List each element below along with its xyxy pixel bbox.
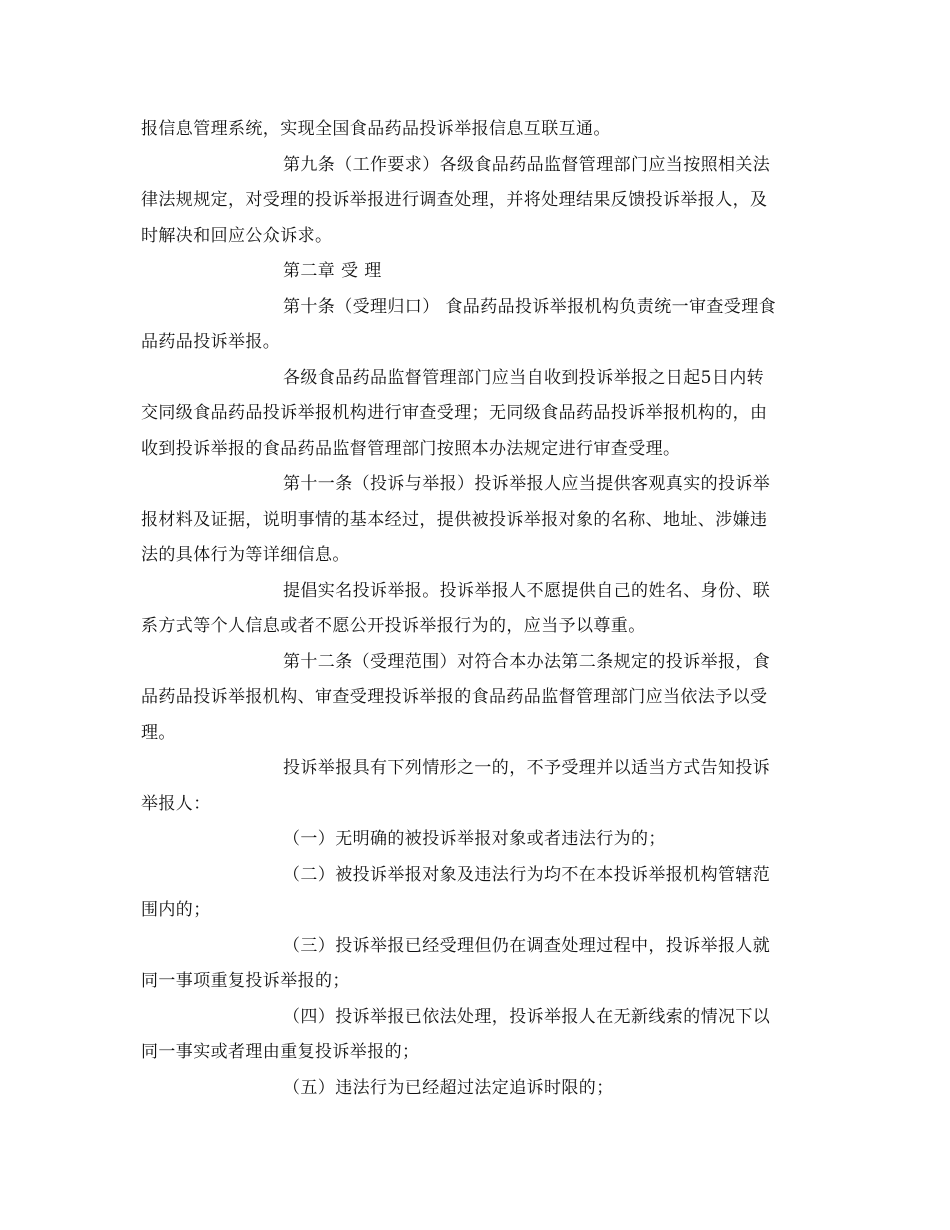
list-item-3: （三）投诉举报已经受理但仍在调查处理过程中，投诉举报人就	[283, 935, 771, 956]
text-line: 同一事实或者理由重复投诉举报的；	[141, 1042, 420, 1062]
text-line: 品药品投诉举报。	[141, 332, 281, 352]
text-line: 系方式等个人信息或者不愿公开投诉举报行为的，应当予以尊重。	[141, 616, 646, 636]
text-line: 交同级食品药品投诉举报机构进行审查受理；无同级食品药品投诉举报机构的，由	[141, 403, 768, 423]
text-line: 同一事项重复投诉举报的；	[141, 971, 350, 991]
list-item-2: （二）被投诉举报对象及违法行为均不在本投诉举报机构管辖范	[283, 864, 771, 885]
paragraph-start: 投诉举报具有下列情形之一的，不予受理并以适当方式告知投诉	[283, 758, 771, 778]
chapter-2-title: 第二章 受 理	[283, 261, 382, 281]
article-10-heading: 第十条（受理归口） 食品药品投诉举报机构负责统一审查受理食	[283, 296, 777, 317]
paragraph-start: 提倡实名投诉举报。投诉举报人不愿提供自己的姓名、身份、联	[283, 580, 771, 601]
list-item-1: （一）无明确的被投诉举报对象或者违法行为的；	[283, 829, 666, 849]
text-line: 理。	[141, 722, 176, 743]
text-line: 时解决和回应公众诉求。	[141, 225, 333, 246]
article-11-heading: 第十一条（投诉与举报）投诉举报人应当提供客观真实的投诉举	[283, 474, 771, 494]
text-line: 品药品投诉举报机构、审查受理投诉举报的食品药品监督管理部门应当依法予以受	[141, 687, 768, 707]
text-line: 报材料及证据，说明事情的基本经过，提供被投诉举报对象的名称、地址、涉嫌违	[141, 509, 768, 530]
text-line: 律法规规定，对受理的投诉举报进行调查处理，并将处理结果反馈投诉举报人，及	[141, 190, 768, 210]
document-body	[141, 112, 813, 1106]
text-line: 报信息管理系统，实现全国食品药品投诉举报信息互联互通。	[141, 119, 611, 139]
list-item-5: （五）违法行为已经超过法定追诉时限的；	[283, 1077, 614, 1098]
article-12-heading: 第十二条（受理范围）对符合本办法第二条规定的投诉举报，食	[283, 651, 771, 672]
list-item-4: （四）投诉举报已依法处理，投诉举报人在无新线索的情况下以	[283, 1006, 771, 1027]
text-line: 收到投诉举报的食品药品监督管理部门按照本办法规定进行审查受理。	[141, 438, 681, 459]
text-line: 围内的；	[141, 900, 211, 920]
article-9-heading: 第九条（工作要求）各级食品药品监督管理部门应当按照相关法	[283, 154, 771, 175]
text-line: 法的具体行为等详细信息。	[141, 545, 350, 565]
text-line: 举报人：	[141, 793, 211, 814]
paragraph-start: 各级食品药品监督管理部门应当自收到投诉举报之日起5日内转	[283, 367, 765, 388]
